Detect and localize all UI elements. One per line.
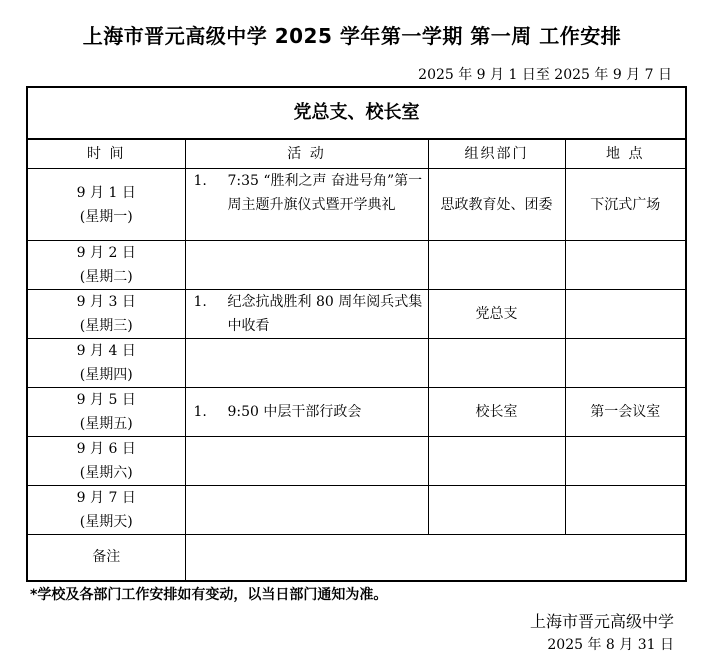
day-weekday: (星期五) <box>79 416 133 432</box>
activity-cell <box>185 290 428 339</box>
date-range: 2025 年 9 月 1 日至 2025 年 9 月 7 日 <box>418 67 672 83</box>
activity-cell <box>185 169 428 241</box>
activity-text: 7:35 “胜利之声 奋进号角”第一周主题升旗仪式暨开学典礼 <box>227 173 423 213</box>
day-weekday: (星期六) <box>79 465 133 481</box>
header-row <box>27 139 686 169</box>
day-cell <box>27 486 185 535</box>
day-weekday: (星期天) <box>79 514 133 530</box>
place-cell <box>565 339 686 388</box>
day-weekday: (星期二) <box>79 269 133 285</box>
day-date: 9 月 6 日 <box>76 441 136 457</box>
day-cell <box>27 169 185 241</box>
day-date: 9 月 5 日 <box>76 392 136 408</box>
day-weekday: (星期三) <box>79 318 133 334</box>
table-row <box>27 486 686 535</box>
header-time: 时 间 <box>27 139 185 169</box>
day-weekday: (星期一) <box>79 208 133 225</box>
day-weekday: (星期四) <box>79 367 133 383</box>
activity-cell <box>185 339 428 388</box>
issuer: 上海市晋元高级中学 <box>529 612 674 631</box>
place-cell: 第一会议室 <box>565 388 686 437</box>
dept-cell <box>428 437 565 486</box>
place-cell: 下沉式广场 <box>565 169 686 241</box>
remarks-label: 备注 <box>27 535 185 581</box>
day-date: 9 月 4 日 <box>76 343 136 359</box>
place-cell <box>565 486 686 535</box>
activity-cell <box>185 388 428 437</box>
activity-cell <box>185 437 428 486</box>
day-date: 9 月 3 日 <box>76 294 136 310</box>
place-cell <box>565 437 686 486</box>
activity-number: 1. <box>193 294 207 310</box>
dept-cell: 思政教育处、团委 <box>428 169 565 241</box>
schedule-table <box>26 86 687 582</box>
table-row <box>27 339 686 388</box>
footnote: *学校及各部门工作安排如有变动，以当日部门通知为准。 <box>30 587 388 603</box>
table-row <box>27 241 686 290</box>
day-date: 9 月 2 日 <box>76 245 136 261</box>
day-date: 9 月 7 日 <box>76 490 136 506</box>
dept-cell <box>428 241 565 290</box>
section-title: 党总支、校长室 <box>27 87 686 139</box>
day-cell <box>27 437 185 486</box>
day-cell <box>27 290 185 339</box>
document-title: 上海市晋元高级中学 2025 学年第一学期 第一周 工作安排 <box>82 24 622 48</box>
remarks-row <box>27 535 686 581</box>
activity-number: 1. <box>193 404 207 420</box>
activity-cell <box>185 241 428 290</box>
dept-cell <box>428 486 565 535</box>
table-row <box>27 290 686 339</box>
header-dept: 组织部门 <box>428 139 565 169</box>
dept-cell: 党总支 <box>428 290 565 339</box>
place-cell <box>565 241 686 290</box>
dept-cell: 校长室 <box>428 388 565 437</box>
header-activity: 活 动 <box>185 139 428 169</box>
place-cell <box>565 290 686 339</box>
table-row <box>27 169 686 241</box>
day-cell <box>27 339 185 388</box>
day-cell <box>27 241 185 290</box>
activity-number: 1. <box>193 173 207 189</box>
activity-cell <box>185 486 428 535</box>
remarks-value <box>185 535 686 581</box>
day-date: 9 月 1 日 <box>76 184 136 201</box>
header-place: 地 点 <box>565 139 686 169</box>
activity-text: 9:50 中层干部行政会 <box>227 404 362 420</box>
dept-cell <box>428 339 565 388</box>
table-row <box>27 437 686 486</box>
activity-text: 纪念抗战胜利 80 周年阅兵式集中收看 <box>227 294 423 334</box>
table-row <box>27 388 686 437</box>
issue-date: 2025 年 8 月 31 日 <box>547 637 674 653</box>
day-cell <box>27 388 185 437</box>
